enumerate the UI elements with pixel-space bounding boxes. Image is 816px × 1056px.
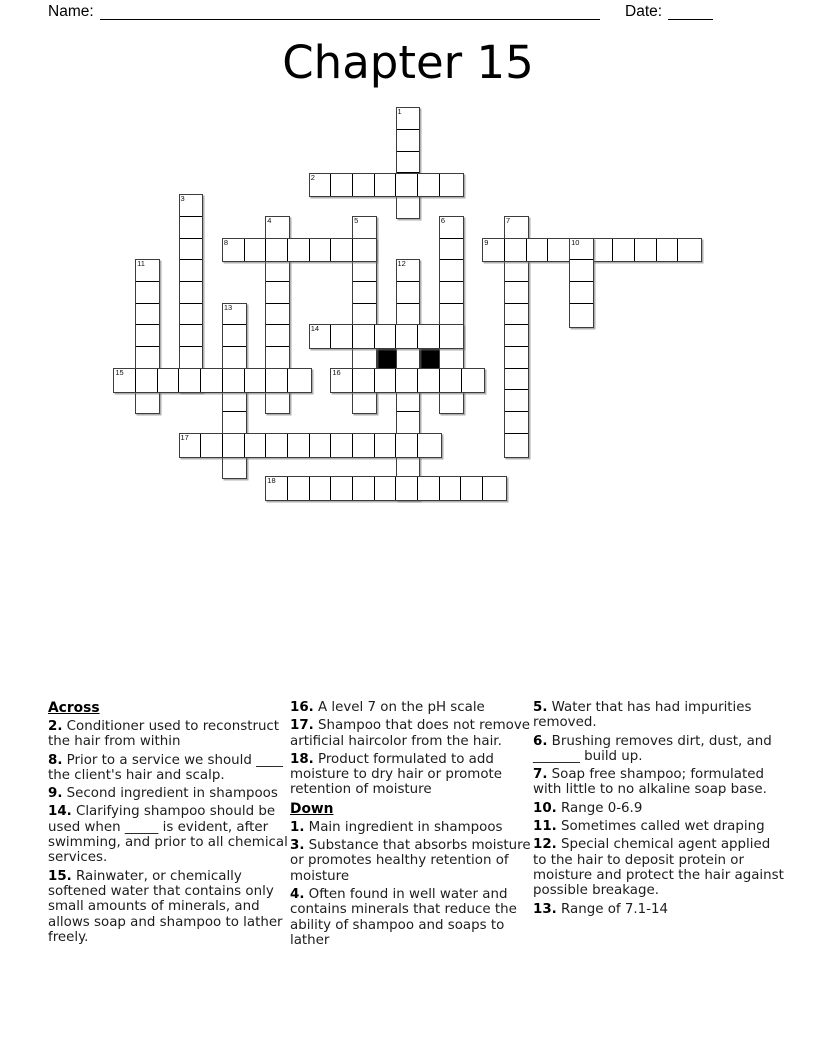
crossword-cell[interactable] [245,239,267,262]
across-word-16 [330,368,485,393]
crossword-cell[interactable] [180,304,203,326]
crossword-cell[interactable] [223,412,246,434]
crossword-cell[interactable] [179,369,201,392]
down-heading: Down [290,800,334,817]
crossword-cell[interactable] [266,239,288,262]
crossword-cell[interactable] [375,369,397,392]
crossword-cell[interactable] [440,217,463,239]
crossword-cell[interactable] [353,217,376,239]
crossword-cell[interactable] [266,434,288,457]
crossword-cell[interactable] [397,130,420,152]
clue-number: 13. [533,901,557,917]
crossword-cell[interactable] [483,239,505,262]
crossword-cell[interactable] [353,347,376,369]
crossword-cell[interactable] [288,434,310,457]
crossword-cell[interactable] [353,477,375,500]
crossword-cell[interactable] [397,260,420,282]
crossword-cell[interactable] [353,304,376,326]
crossword-cell[interactable] [353,325,375,348]
crossword-cell[interactable] [180,347,203,369]
crossword-cell[interactable] [266,260,289,282]
clue-5-down: 5. Water that has had impurities removed. [533,700,752,731]
crossword-cell[interactable] [418,477,440,500]
crossword-cell[interactable] [505,239,527,262]
crossword-cell[interactable] [440,477,462,500]
crossword-cell[interactable] [418,174,440,197]
across-word-15 [113,368,312,393]
crossword-cell[interactable] [353,369,375,392]
clue-number: 10. [533,800,557,816]
grid-number-13: 13 [223,302,233,312]
grid-number-3: 3 [180,194,185,204]
clue-16-across: 16. A level 7 on the pH scale [290,700,485,715]
crossword-cell[interactable] [396,477,418,500]
clue-11-down: 11. Sometimes called wet draping [533,819,765,835]
crossword-cell[interactable] [505,260,528,282]
grid-number-6: 6 [440,215,446,225]
crossword-cell[interactable] [353,390,376,412]
crossword-cell[interactable] [223,239,245,262]
crossword-cell[interactable] [570,260,593,282]
across-word-8 [222,238,377,263]
clue-number: 15. [48,868,72,884]
clue-9-across: 9. Second ingredient in shampoos [48,786,278,802]
crossword-cell[interactable] [397,412,420,434]
crossword-cell[interactable] [180,260,203,282]
crossword-cell[interactable] [440,239,463,261]
crossword-cell[interactable] [331,174,353,197]
across-word-14 [309,324,464,349]
crossword-cell[interactable] [245,369,267,392]
clue-number: 3. [290,838,305,854]
crossword-cell[interactable] [158,369,180,392]
crossword-cell[interactable] [570,304,593,326]
crossword-cell[interactable] [613,239,635,262]
crossword-cell[interactable] [331,369,353,392]
clue-17-across: 17. Shampoo that does not remove artificial haircolor from the hair. [290,718,531,749]
clue-number: 1. [290,819,305,835]
grid-number-4: 4 [267,215,272,225]
clue-number: 16. [290,700,314,715]
crossword-cell[interactable] [180,217,203,239]
crossword-cell[interactable] [136,304,159,326]
clue-1-down: 1. Main ingredient in shampoos [290,819,503,835]
grid-number-9: 9 [484,237,489,247]
crossword-cell[interactable] [505,412,528,434]
crossword-cell[interactable] [592,239,614,262]
crossword-cell[interactable] [418,434,440,457]
grid-number-10: 10 [571,237,580,247]
crossword-cell[interactable] [505,282,528,304]
crossword-cell[interactable] [397,304,420,326]
grid-number-14: 14 [310,324,320,334]
crossword-cell[interactable] [397,195,420,217]
crossword-cell[interactable] [223,369,245,392]
crossword-cell[interactable] [440,282,463,304]
grid-number-11: 11 [137,259,145,269]
crossword-cell[interactable] [136,260,159,282]
clue-15-across: 15. Rainwater, or chemically softened water that contains only small amounts of minerals, and allows soap and shampoo to lather freely. [48,868,283,945]
clue-number: 12. [533,837,557,853]
across-word-2 [309,173,464,198]
crossword-cell[interactable] [505,304,528,326]
clue-10-down: 10. Range 0-6.9 [533,800,643,816]
crossword-cell[interactable] [136,347,159,369]
crossword-cell[interactable] [527,239,549,262]
clue-7-down: 7. Soap free shampoo; formulated with little to no alkaline soap base. [533,767,767,798]
crossword-cell[interactable] [440,369,462,392]
crossword-cell[interactable] [266,217,289,239]
across-word-18 [265,476,507,501]
crossword-cell[interactable] [505,369,528,391]
crossword-cell[interactable] [136,369,158,392]
crossword-cell[interactable] [462,369,484,392]
crossword-cell[interactable] [440,325,462,348]
down-word-10 [569,238,594,328]
crossword-cell[interactable] [440,304,463,326]
crossword-cell[interactable] [418,325,440,348]
crossword-cell[interactable] [331,325,353,348]
crossword-cell[interactable] [418,369,440,392]
clue-13-down: 13. Range of 7.1-14 [533,901,669,917]
crossword-cell[interactable] [310,434,332,457]
crossword-cell[interactable] [397,347,420,369]
crossword-cell[interactable] [396,325,418,348]
crossword-cell[interactable] [223,390,246,412]
crossword-cell[interactable] [548,239,570,262]
clue-number: 9. [48,786,63,802]
crossword-cell[interactable] [353,434,375,457]
crossword-cell[interactable] [353,239,375,262]
grid-number-17: 17 [180,432,189,442]
crossword-cell[interactable] [331,477,353,500]
clue-number: 11. [533,819,557,835]
crossword-cell[interactable] [678,239,700,262]
crossword-cell[interactable] [201,369,223,392]
crossword-cell[interactable] [440,347,463,369]
crossword-cell[interactable] [397,108,420,130]
crossword-cell[interactable] [396,369,418,392]
clue-column-1 [48,700,290,951]
crossword-cell[interactable] [288,369,310,392]
crossword-cell[interactable] [223,434,245,457]
crossword-cell[interactable] [310,325,332,348]
crossword-cell[interactable] [266,347,289,369]
date-label: Date: [625,3,663,20]
clue-number: 17. [290,718,314,734]
crossword-cell[interactable] [396,434,418,457]
grid-number-15: 15 [115,367,124,377]
clue-18-across: 18. Product formulated to add moisture to dry hair or promote retention of moisture [290,751,503,798]
crossword-cell[interactable] [266,325,289,347]
clue-number: 18. [290,751,314,767]
crossword-cell[interactable] [505,217,528,239]
crossword-cell[interactable] [375,477,397,500]
clue-6-down: 6. Brushing removes dirt, dust, and _______ build up. [533,733,772,764]
grid-number-1: 1 [397,107,402,117]
crossword-cell[interactable] [180,195,203,217]
name-label: Name: [48,3,94,20]
crossword-cell[interactable] [375,325,397,348]
clue-14-across: 14. Clarifying shampoo should be used when _____ is evident, after swimming, and prior to all chemical services. [48,804,288,866]
crossword-cell[interactable] [331,239,353,262]
clue-4-down: 4. Often found in well water and contains minerals that reduce the ability of shampoo and soaps to lather [290,886,517,948]
crossword-cell[interactable] [223,347,246,369]
crossword-cell[interactable] [397,455,420,477]
crossword-cell[interactable] [396,174,418,197]
grid-number-5: 5 [354,215,359,225]
crossword-cell[interactable] [180,239,203,261]
grid-number-8: 8 [223,237,229,247]
crossword-cell[interactable] [180,325,203,347]
clue-3-down: 3. Substance that absorbs moisture or promotes healthy retention of moisture [290,838,531,884]
crossword-cell[interactable] [266,304,289,326]
crossword-cell[interactable] [461,477,483,500]
crossword-cell[interactable] [223,325,246,347]
crossword-cell[interactable] [657,239,679,262]
clue-12-down: 12. Special chemical agent applied to the hair to deposit protein or moisture and protect the hair against possible breakage. [533,837,784,899]
crossword-cell[interactable] [180,434,202,457]
grid-number-2: 2 [310,172,315,182]
crossword-cell[interactable] [136,390,159,412]
crossword-cell[interactable] [288,239,310,262]
clue-column-3 [533,700,784,951]
crossword-cell[interactable] [483,477,505,500]
clue-number: 7. [533,767,548,783]
crossword-cell[interactable] [505,347,528,369]
crossword-cell[interactable] [114,369,136,392]
crossword-cell[interactable] [223,456,246,478]
across-word-17 [179,433,443,458]
crossword-cell[interactable] [505,390,528,412]
down-word-3 [179,194,204,393]
grid-number-7: 7 [506,215,511,225]
crossword-cell[interactable] [440,260,463,282]
crossword-cell[interactable] [353,282,376,304]
crossword-cell[interactable] [310,174,332,197]
grid-number-12: 12 [397,259,406,269]
crossword-cell[interactable] [245,434,267,457]
clue-list [48,700,784,951]
crossword-cell[interactable] [288,477,310,500]
crossword-cell[interactable] [266,369,288,392]
clue-number: 6. [533,733,548,749]
page-title: Chapter 15 [282,36,534,89]
clue-8-across: 8. Prior to a service we should ____ the client's hair and scalp. [48,752,283,783]
clue-number: 5. [533,700,548,715]
crossword-cell[interactable] [397,390,420,412]
grid-number-18: 18 [267,476,276,486]
crossword-cell[interactable] [570,239,593,261]
crossword-cell[interactable] [266,477,288,500]
across-heading: Across [48,700,100,716]
down-word-1 [396,107,421,219]
crossword-cell[interactable] [136,325,159,347]
crossword-cell[interactable] [440,174,462,197]
clue-number: 14. [48,804,72,820]
crossword-cell[interactable] [201,434,223,457]
crossword-cell[interactable] [397,282,420,304]
crossword-cell[interactable] [331,434,353,457]
clue-2-across: 2. Conditioner used to reconstruct the hair from within [48,719,280,750]
clue-number: 4. [290,886,305,902]
clue-column-2 [290,700,533,951]
clue-number: 8. [48,752,63,768]
crossword-cell[interactable] [266,390,289,412]
crossword-cell[interactable] [375,434,397,457]
crossword-cell[interactable] [353,260,376,282]
crossword-cell[interactable] [310,239,332,262]
crossword-cell[interactable] [635,239,657,262]
crossword-cell[interactable] [375,174,397,197]
crossword-cell[interactable] [136,282,159,304]
crossword-cell[interactable] [505,434,528,456]
crossword-cell[interactable] [223,304,246,326]
crossword-cell[interactable] [310,477,332,500]
crossword-cell[interactable] [266,282,289,304]
crossword-cell[interactable] [353,174,375,197]
crossword-cell[interactable] [180,282,203,304]
grid-number-16: 16 [332,367,341,377]
clue-number: 2. [48,719,63,734]
crossword-cell[interactable] [505,325,528,347]
crossword-cell[interactable] [440,390,463,412]
crossword-cell[interactable] [397,152,420,174]
crossword-cell[interactable] [570,282,593,304]
